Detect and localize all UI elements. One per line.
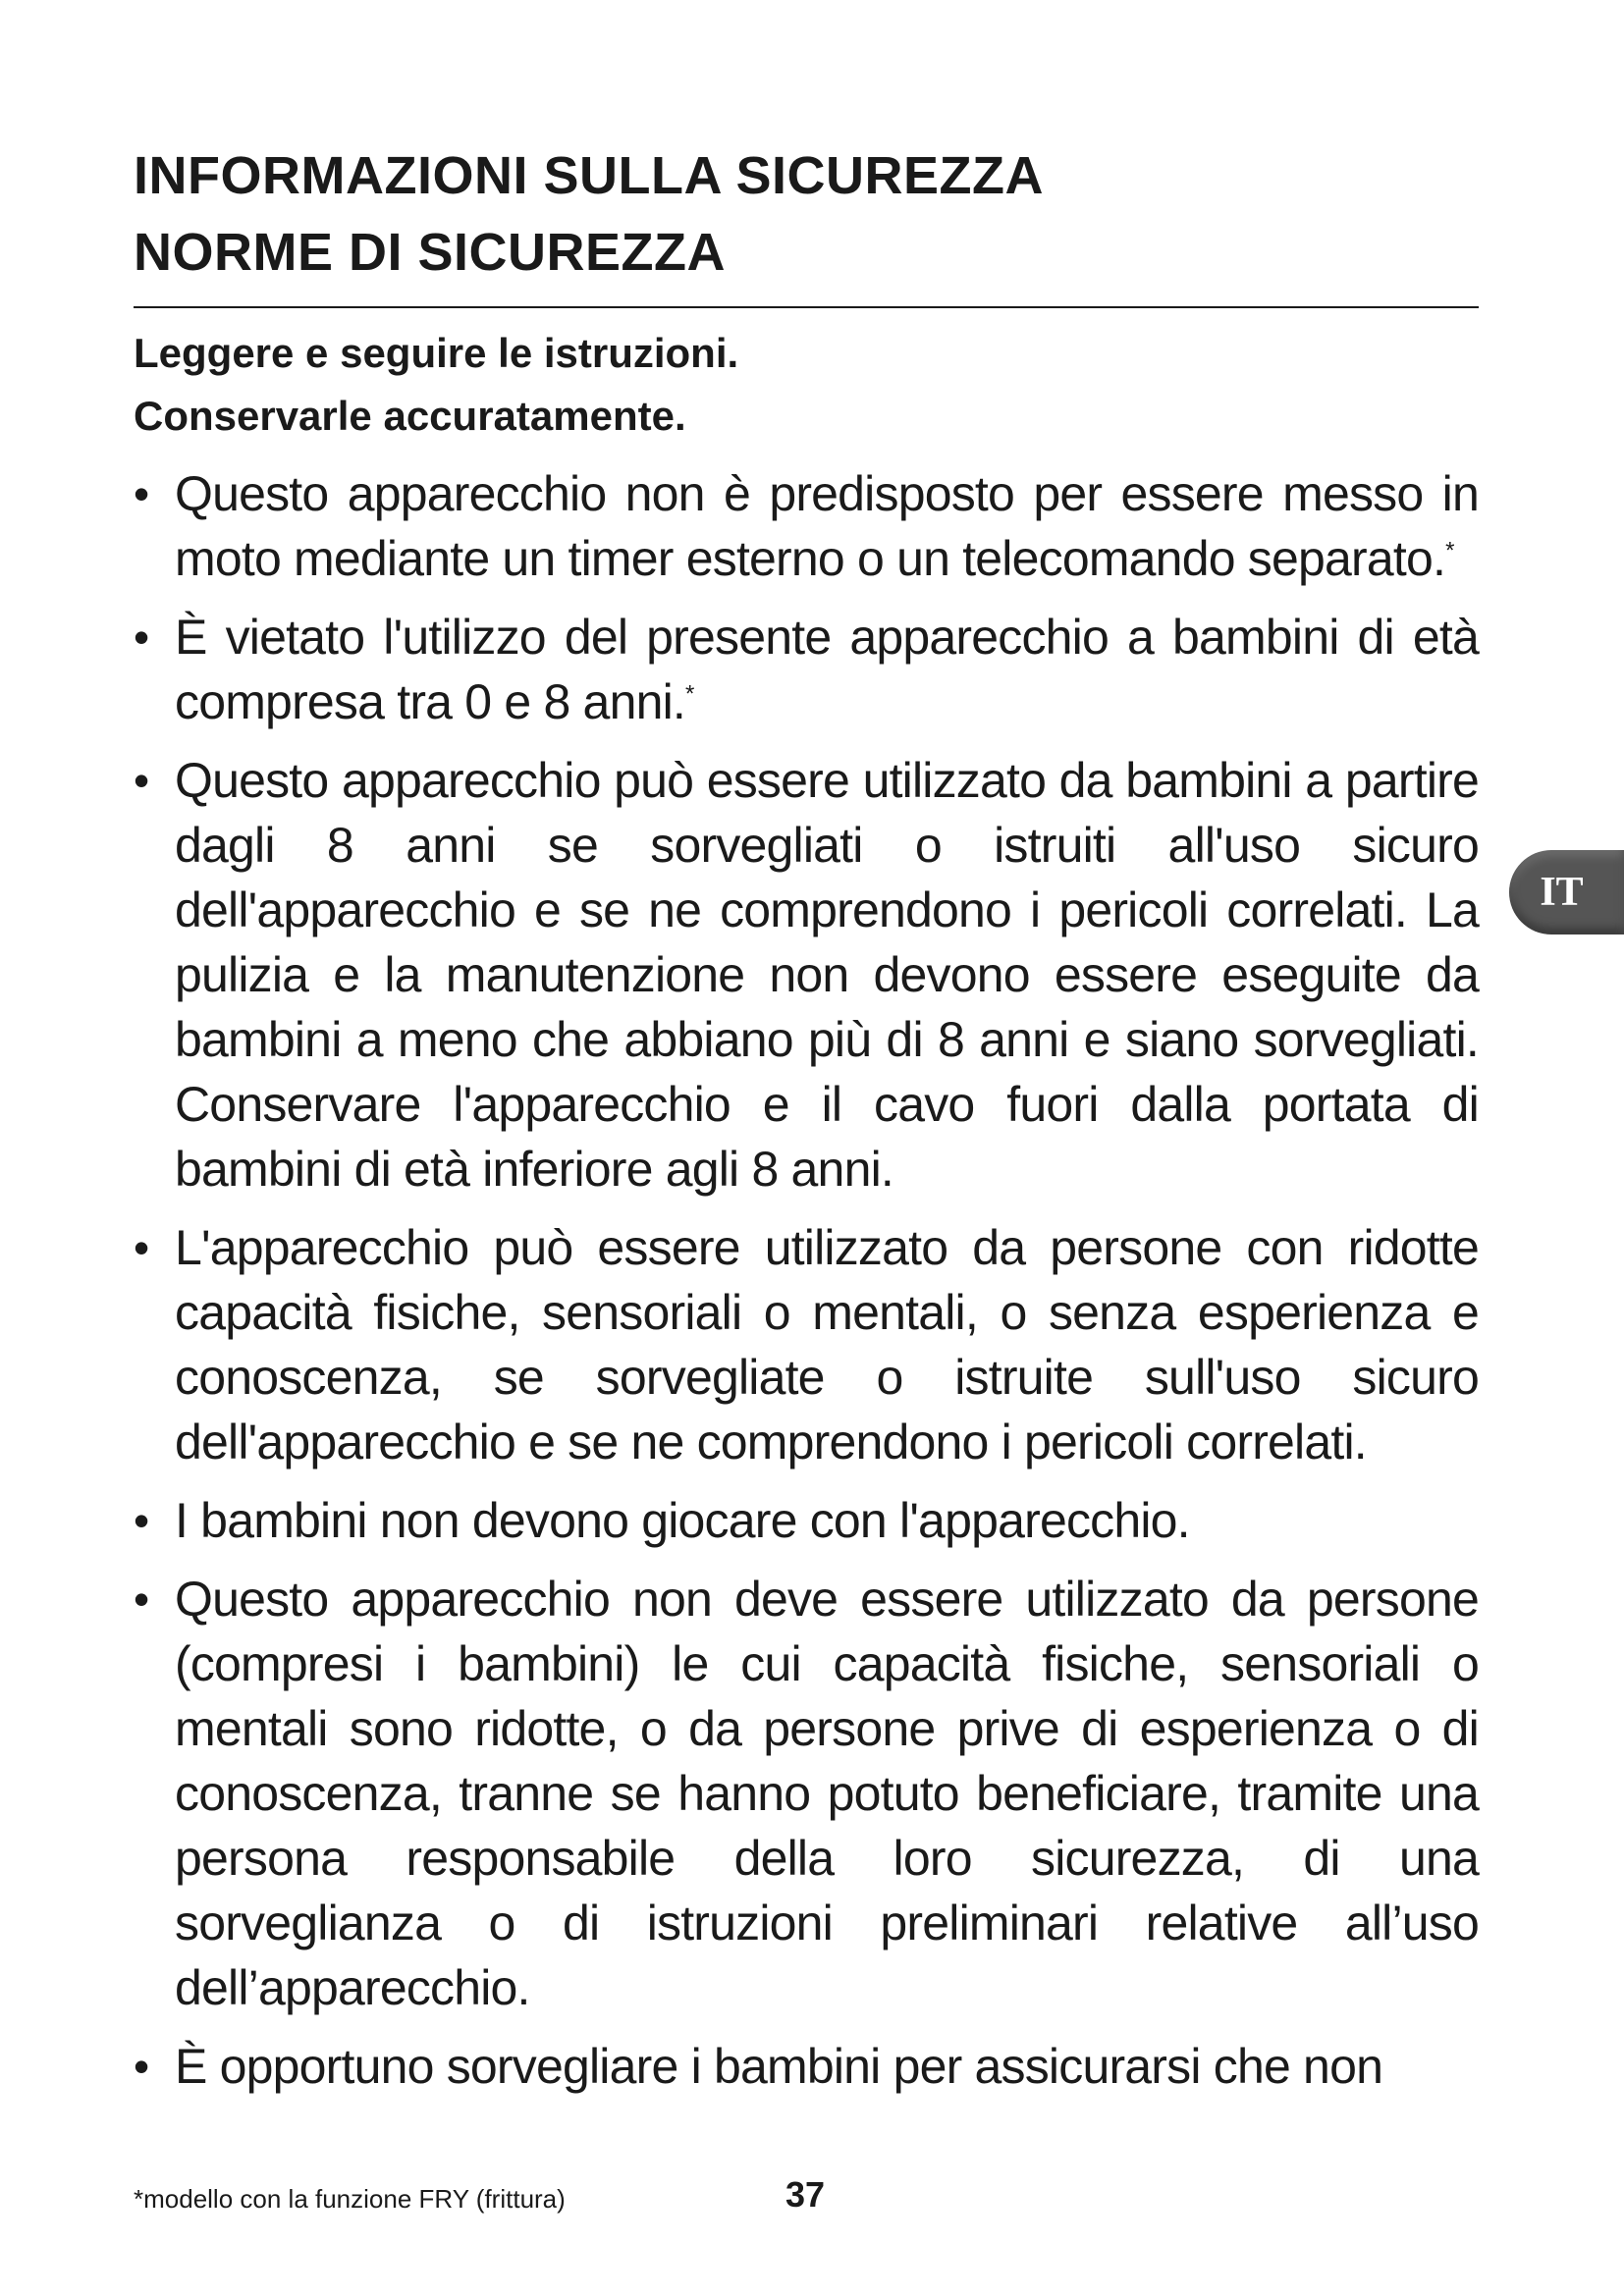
bullet-icon: • <box>134 1574 149 1625</box>
list-item-text: I bambini non devono giocare con l'apparecchio. <box>175 1493 1190 1548</box>
footnote-marker: * <box>685 680 694 708</box>
page-footer <box>134 2174 1479 2223</box>
page-number: 37 <box>785 2174 826 2215</box>
bullet-icon: • <box>134 612 149 663</box>
list-item-text: È vietato l'utilizzo del presente apparecchio a bambini di età compresa tra 0 e 8 anni. <box>175 610 1479 729</box>
bullet-icon: • <box>134 1222 149 1273</box>
bullet-icon: • <box>134 1495 149 1546</box>
title-line-1: INFORMAZIONI SULLA SICUREZZA <box>134 146 1044 205</box>
list-item <box>134 1215 1479 1474</box>
list-item <box>134 605 1479 734</box>
list-item <box>134 461 1479 591</box>
list-item-text: È opportuno sorvegliare i bambini per assicurarsi che non <box>175 2039 1383 2094</box>
page-title <box>134 137 1479 291</box>
list-item-text: Questo apparecchio può essere utilizzato da bambini a partire dagli 8 anni se sorvegliati o istruiti all'uso sicuro dell'apparecchio e se ne comprendono i pericoli correlati. La pulizia e la manutenzione non devono essere eseguite da bambini a meno che abbiano più di 8 anni e siano sorvegliati. Conservare l'apparecchio e il cavo fuori dalla portata di bambini di età inferiore agli 8 anni. <box>175 753 1479 1197</box>
intro-line-1: Leggere e seguire le istruzioni. <box>134 330 739 376</box>
intro-block <box>134 322 1479 448</box>
list-item <box>134 1488 1479 1553</box>
bullet-icon: • <box>134 755 149 806</box>
list-item-text: Questo apparecchio non è predisposto per essere messo in moto mediante un timer esterno o un telecomando separato. <box>175 466 1479 586</box>
list-item <box>134 2034 1479 2099</box>
bullet-icon: • <box>134 468 149 519</box>
list-item <box>134 1567 1479 2020</box>
list-item <box>134 748 1479 1201</box>
footnote-marker: * <box>1445 537 1454 564</box>
safety-rules-list <box>134 461 1479 2099</box>
list-item-text: L'apparecchio può essere utilizzato da persone con ridotte capacità fisiche, sensoriali o mentali, o senza esperienza e conoscenza, se sorvegliate o istruite sull'uso sicuro dell'apparecchio e se ne comprendono i pericoli correlati. <box>175 1220 1479 1469</box>
list-item-text: Questo apparecchio non deve essere utilizzato da persone (compresi i bambini) le cui capacità fisiche, sensoriali o mentali sono ridotte, o da persone prive di esperienza o di conoscenza, tranne se hanno potuto beneficiare, tramite una persona responsabile della loro sicurezza, di una sorveglianza o di istruzioni preliminari relative all’uso dell’apparecchio. <box>175 1572 1479 2015</box>
language-tab-label: IT <box>1540 870 1584 915</box>
language-tab <box>1509 850 1624 934</box>
intro-line-2: Conservarle accuratamente. <box>134 393 686 439</box>
title-divider <box>134 306 1479 308</box>
footnote: *modello con la funzione FRY (frittura) <box>134 2184 566 2214</box>
document-page <box>134 137 1479 2112</box>
bullet-icon: • <box>134 2041 149 2092</box>
title-line-2: NORME DI SICUREZZA <box>134 223 726 282</box>
